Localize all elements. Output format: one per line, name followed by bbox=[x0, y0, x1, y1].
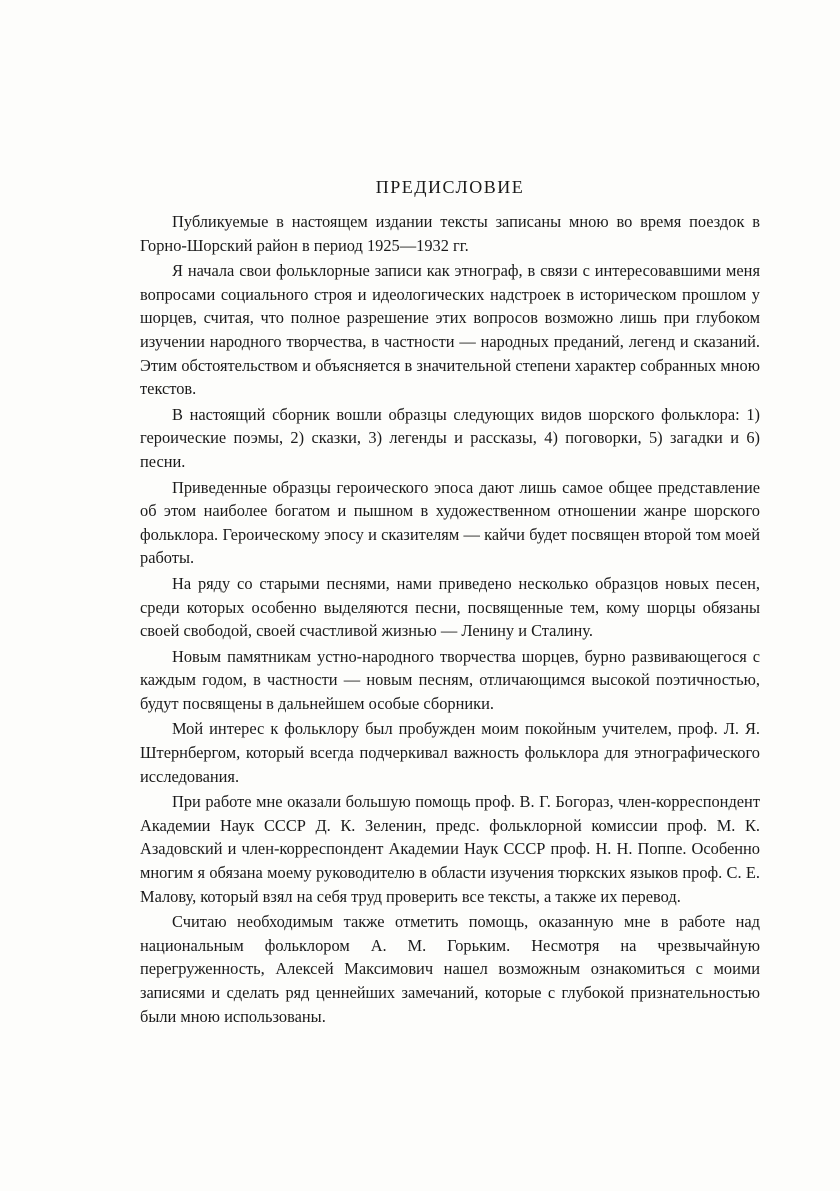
paragraph-2: Я начала свои фольклорные записи как этнограф, в связи с интересовавшими меня вопросами социального строя и идеологических надстроек в историческом прошлом у шорцев, считая, что полное разрешение этих вопросов возможно лишь при глубоком изучении народного творчества, в частности — народных преданий, легенд и сказаний. Этим обстоятельством и объясняется в значительной степени характер собранных мною текстов. bbox=[140, 261, 760, 399]
paragraph-9: Считаю необходимым также отметить помощь, оказанную мне в работе над национальным фольклором А. М. Горьким. Несмотря на чрезвычайную перегруженность, Алексей Максимович нашел возможным ознакомиться с моими записями и сделать ряд ценнейших замечаний, которые с глубокой признательностью были мною использованы. bbox=[140, 912, 760, 1026]
page-title: ПРЕДИСЛОВИЕ bbox=[375, 177, 525, 197]
paragraph-7: Мой интерес к фольклору был пробужден моим покойным учителем, проф. Л. Я. Штернбергом, который всегда подчеркивал важность фольклора для этнографического исследования. bbox=[140, 719, 760, 786]
document-body bbox=[140, 176, 760, 1030]
paragraph-6: Новым памятникам устно-народного творчества шорцев, бурно развивающегося с каждым годом, в частности — новым песням, отличающимся высокой поэтичностью, будут посвящены в дальнейшем особые сборники. bbox=[140, 646, 760, 713]
paragraph-3: В настоящий сборник вошли образцы следующих видов шорского фольклора: 1) героические поэмы, 2) сказки, 3) легенды и рассказы, 4) поговорки, 5) загадки и 6) песни. bbox=[140, 404, 760, 471]
paragraph-5: На ряду со старыми песнями, нами приведено несколько образцов новых песен, среди которых особенно выделяются песни, посвященные тем, кому шорцы обязаны своей свободой, своей счастливой жизнью — Ленину и Сталину. bbox=[140, 573, 760, 641]
paragraph-4: Приведенные образцы героического эпоса дают лишь самое общее представление об этом наиболее богатом и пышном в художественном отношении жанре шорского фольклора. Героическому эпосу и сказителям — кайчи будет посвящен второй том моей работы. bbox=[140, 477, 760, 568]
paragraph-1: Публикуемые в настоящем издании тексты записаны мною во время поездок в Горно-Шорский район в период 1925—1932 гг. bbox=[140, 212, 760, 255]
paragraph-8: При работе мне оказали большую помощь проф. В. Г. Богораз, член-корреспондент Академии Наук СССР Д. К. Зеленин, предс. фольклорной комиссии проф. М. К. Азадовский и член-корреспондент Академии Наук СССР проф. Н. Н. Поппе. Особенно многим я обязана моему руководителю в области изучения тюркских языков проф. С. Е. Малову, который взял на себя труд проверить все тексты, а также их перевод. bbox=[140, 792, 760, 906]
